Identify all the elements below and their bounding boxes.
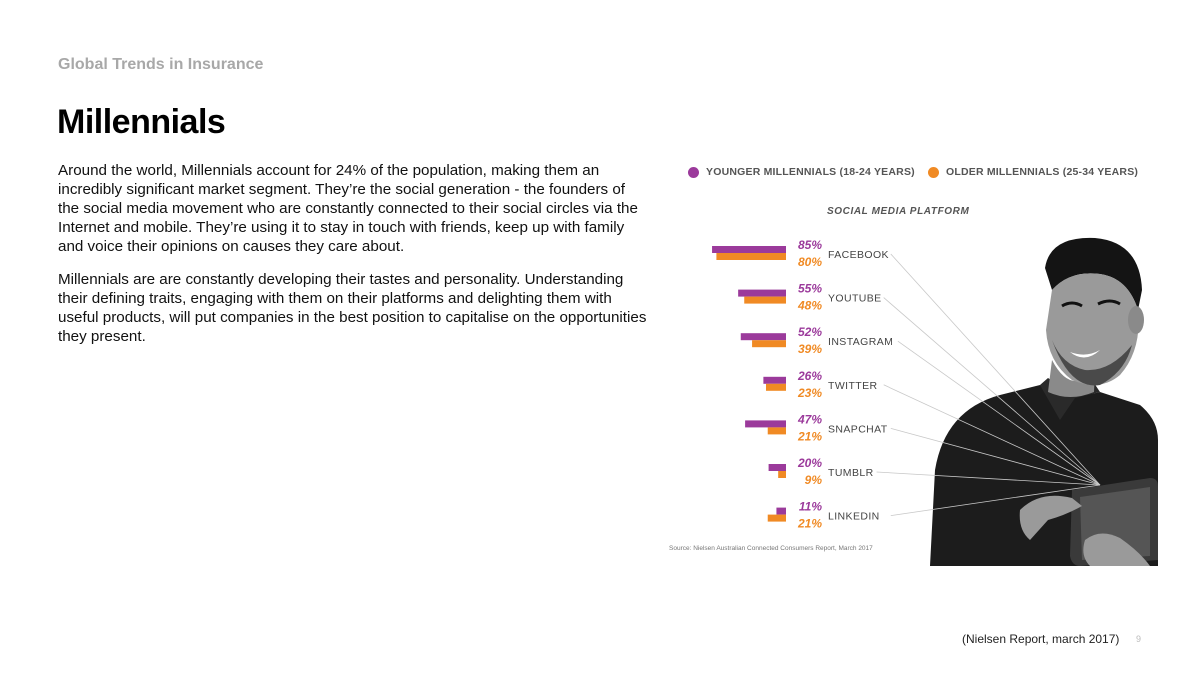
man-with-tablet-photo <box>915 228 1158 566</box>
value-label-tumblr-older: 9% <box>804 473 822 487</box>
bar-youtube-older <box>744 297 786 304</box>
bar-twitter-younger <box>763 377 786 384</box>
category-label-instagram: INSTAGRAM <box>828 336 894 349</box>
bar-youtube-younger <box>738 290 786 297</box>
bar-tumblr-younger <box>769 464 786 471</box>
bar-twitter-older <box>766 384 786 391</box>
bar-tumblr-older <box>778 471 786 478</box>
bar-snapchat-younger <box>745 420 786 427</box>
chart-bars <box>712 238 893 531</box>
legend-label-older: OLDER MILLENNIALS (25-34 YEARS) <box>945 166 1139 178</box>
value-label-facebook-older: 80% <box>797 255 822 269</box>
category-label-linkedin: LINKEDIN <box>828 510 880 523</box>
category-label-tumblr: TUMBLR <box>828 467 874 479</box>
value-label-tumblr-younger: 20% <box>797 456 822 470</box>
value-label-snapchat-younger: 47% <box>797 412 822 427</box>
value-label-instagram-older: 39% <box>797 342 822 357</box>
value-label-snapchat-older: 21% <box>797 429 822 444</box>
footer-reference: (Nielsen Report, march 2017) <box>962 632 1120 646</box>
value-label-twitter-older: 23% <box>797 385 822 400</box>
bar-facebook-older <box>716 253 786 260</box>
bar-facebook-younger <box>712 246 786 253</box>
page-title: Millennials <box>57 103 226 141</box>
value-label-linkedin-younger: 11% <box>798 499 822 514</box>
value-label-twitter-younger: 26% <box>797 368 822 383</box>
value-label-youtube-older: 48% <box>797 298 822 313</box>
bar-snapchat-older <box>768 427 786 434</box>
legend-label-younger: YOUNGER MILLENNIALS (18-24 YEARS) <box>706 166 915 178</box>
bar-linkedin-older <box>768 515 786 522</box>
category-label-twitter: TWITTER <box>828 379 878 392</box>
page-number: 9 <box>1136 634 1142 644</box>
paragraph-2: Millennials are are constantly developing their tastes and personality. Understanding their defining traits, engaging with them on their platforms and delighting them with useful products, will put companies in the best position to capitalise on the opportunities they present. <box>58 271 647 345</box>
value-label-youtube-younger: 55% <box>797 281 822 296</box>
chart-source: Source: Nielsen Australian Connected Consumers Report, March 2017 <box>669 545 873 552</box>
bar-linkedin-younger <box>776 508 786 515</box>
value-label-facebook-younger: 85% <box>797 238 822 252</box>
category-label-snapchat: SNAPCHAT <box>828 423 888 436</box>
value-label-instagram-younger: 52% <box>797 325 822 340</box>
category-label-youtube: YOUTUBE <box>828 292 882 305</box>
paragraph-1: Around the world, Millennials account for 24% of the population, making them an incredibly significant market segment. They’re the social generation - the founders of the social media movement who are constantly connected to their social circles via the Internet and mobile. They’re using it to stay in touch with friends, keep up with family and voice their opinions on causes they care about. <box>58 162 638 255</box>
bar-instagram-older <box>752 340 786 347</box>
bar-instagram-younger <box>741 333 786 340</box>
value-label-linkedin-older: 21% <box>797 516 822 531</box>
category-label-facebook: FACEBOOK <box>828 249 889 261</box>
chart-title: SOCIAL MEDIA PLATFORM <box>827 206 970 217</box>
deck-subtitle: Global Trends in Insurance <box>58 56 264 73</box>
